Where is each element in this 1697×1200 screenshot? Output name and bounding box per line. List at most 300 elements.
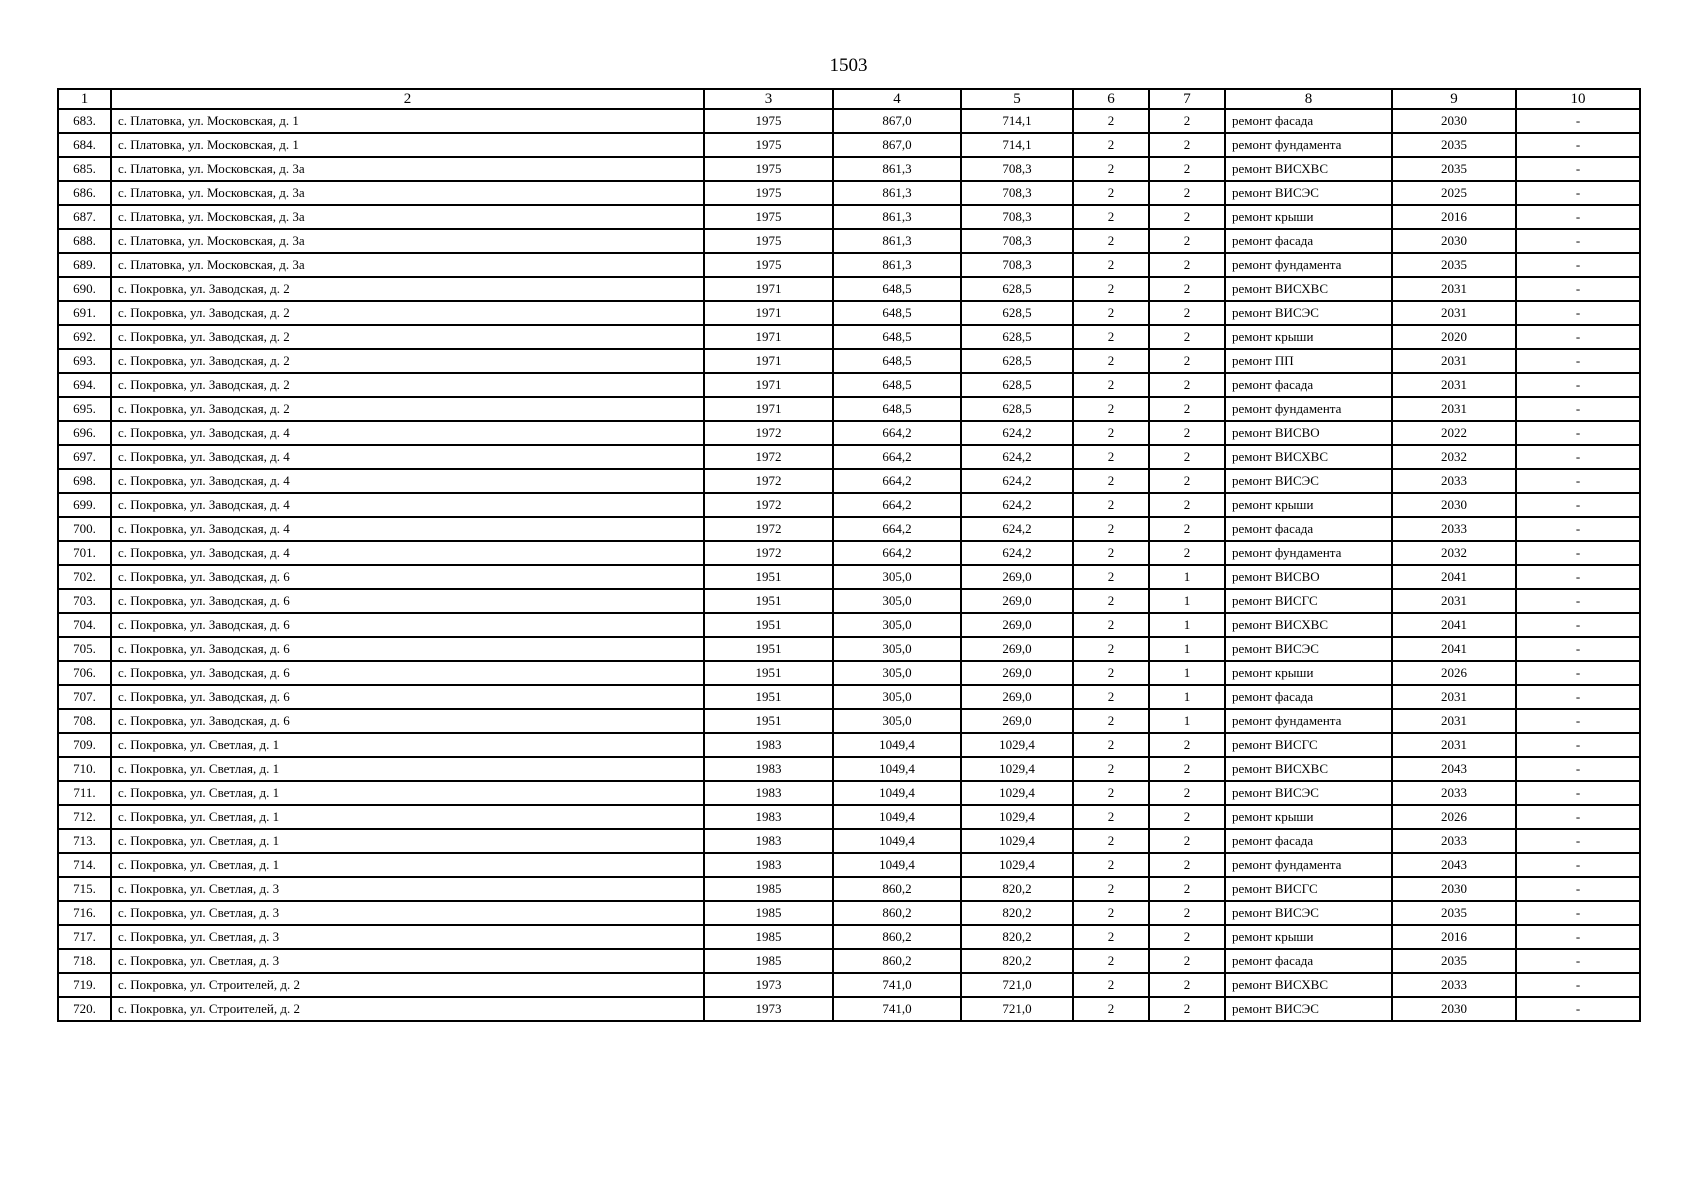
work-type-cell: ремонт крыши — [1225, 325, 1392, 349]
work-type-cell: ремонт ВИСГС — [1225, 733, 1392, 757]
address-cell: с. Покровка, ул. Заводская, д. 6 — [111, 685, 704, 709]
total-area-cell: 867,0 — [833, 133, 961, 157]
address-cell: с. Платовка, ул. Московская, д. 1 — [111, 133, 704, 157]
planned-year-cell: 2031 — [1392, 373, 1516, 397]
note-cell: - — [1516, 373, 1640, 397]
living-area-cell: 628,5 — [961, 325, 1073, 349]
work-type-cell: ремонт ВИСЭС — [1225, 301, 1392, 325]
row-number-cell: 709. — [58, 733, 111, 757]
work-type-cell: ремонт ВИСХВС — [1225, 157, 1392, 181]
work-type-cell: ремонт ВИСЭС — [1225, 781, 1392, 805]
work-type-cell: ремонт ВИСГС — [1225, 877, 1392, 901]
living-area-cell: 1029,4 — [961, 805, 1073, 829]
floors-cell: 2 — [1073, 997, 1149, 1021]
floors-cell: 2 — [1073, 181, 1149, 205]
year-built-cell: 1951 — [704, 661, 833, 685]
entrances-cell: 2 — [1149, 445, 1225, 469]
address-cell: с. Покровка, ул. Заводская, д. 4 — [111, 541, 704, 565]
planned-year-cell: 2043 — [1392, 853, 1516, 877]
address-cell: с. Покровка, ул. Светлая, д. 1 — [111, 733, 704, 757]
row-number-cell: 710. — [58, 757, 111, 781]
address-cell: с. Покровка, ул. Заводская, д. 4 — [111, 421, 704, 445]
entrances-cell: 2 — [1149, 493, 1225, 517]
address-cell: с. Покровка, ул. Заводская, д. 6 — [111, 661, 704, 685]
planned-year-cell: 2030 — [1392, 109, 1516, 133]
total-area-cell: 860,2 — [833, 949, 961, 973]
planned-year-cell: 2030 — [1392, 493, 1516, 517]
row-number-cell: 713. — [58, 829, 111, 853]
table-row — [58, 277, 1640, 301]
living-area-cell: 708,3 — [961, 205, 1073, 229]
note-cell: - — [1516, 853, 1640, 877]
year-built-cell: 1951 — [704, 685, 833, 709]
address-cell: с. Покровка, ул. Заводская, д. 6 — [111, 709, 704, 733]
note-cell: - — [1516, 901, 1640, 925]
total-area-cell: 861,3 — [833, 253, 961, 277]
year-built-cell: 1971 — [704, 277, 833, 301]
planned-year-cell: 2026 — [1392, 661, 1516, 685]
year-built-cell: 1951 — [704, 709, 833, 733]
column-header: 5 — [961, 89, 1073, 109]
table-row — [58, 541, 1640, 565]
total-area-cell: 860,2 — [833, 901, 961, 925]
note-cell: - — [1516, 997, 1640, 1021]
entrances-cell: 2 — [1149, 301, 1225, 325]
floors-cell: 2 — [1073, 733, 1149, 757]
floors-cell: 2 — [1073, 949, 1149, 973]
note-cell: - — [1516, 469, 1640, 493]
year-built-cell: 1971 — [704, 325, 833, 349]
floors-cell: 2 — [1073, 877, 1149, 901]
row-number-cell: 696. — [58, 421, 111, 445]
work-type-cell: ремонт фасада — [1225, 829, 1392, 853]
work-type-cell: ремонт ВИСЭС — [1225, 901, 1392, 925]
row-number-cell: 711. — [58, 781, 111, 805]
total-area-cell: 664,2 — [833, 517, 961, 541]
row-number-cell: 720. — [58, 997, 111, 1021]
planned-year-cell: 2031 — [1392, 277, 1516, 301]
note-cell: - — [1516, 349, 1640, 373]
planned-year-cell: 2035 — [1392, 901, 1516, 925]
floors-cell: 2 — [1073, 637, 1149, 661]
row-number-cell: 701. — [58, 541, 111, 565]
note-cell: - — [1516, 877, 1640, 901]
total-area-cell: 648,5 — [833, 277, 961, 301]
planned-year-cell: 2016 — [1392, 205, 1516, 229]
year-built-cell: 1972 — [704, 541, 833, 565]
year-built-cell: 1975 — [704, 133, 833, 157]
entrances-cell: 2 — [1149, 133, 1225, 157]
entrances-cell: 2 — [1149, 949, 1225, 973]
planned-year-cell: 2031 — [1392, 685, 1516, 709]
address-cell: с. Покровка, ул. Заводская, д. 2 — [111, 301, 704, 325]
living-area-cell: 721,0 — [961, 997, 1073, 1021]
row-number-cell: 712. — [58, 805, 111, 829]
floors-cell: 2 — [1073, 613, 1149, 637]
total-area-cell: 305,0 — [833, 685, 961, 709]
address-cell: с. Покровка, ул. Заводская, д. 2 — [111, 325, 704, 349]
note-cell: - — [1516, 493, 1640, 517]
planned-year-cell: 2031 — [1392, 301, 1516, 325]
entrances-cell: 2 — [1149, 325, 1225, 349]
work-type-cell: ремонт ВИСХВС — [1225, 613, 1392, 637]
work-type-cell: ремонт крыши — [1225, 661, 1392, 685]
column-header: 7 — [1149, 89, 1225, 109]
table-row — [58, 421, 1640, 445]
entrances-cell: 2 — [1149, 757, 1225, 781]
floors-cell: 2 — [1073, 253, 1149, 277]
total-area-cell: 741,0 — [833, 997, 961, 1021]
work-type-cell: ремонт фундамента — [1225, 253, 1392, 277]
total-area-cell: 1049,4 — [833, 805, 961, 829]
floors-cell: 2 — [1073, 397, 1149, 421]
living-area-cell: 628,5 — [961, 397, 1073, 421]
work-type-cell: ремонт ПП — [1225, 349, 1392, 373]
address-cell: с. Покровка, ул. Светлая, д. 3 — [111, 901, 704, 925]
table-row — [58, 997, 1640, 1021]
year-built-cell: 1975 — [704, 157, 833, 181]
note-cell: - — [1516, 133, 1640, 157]
floors-cell: 2 — [1073, 229, 1149, 253]
floors-cell: 2 — [1073, 325, 1149, 349]
work-type-cell: ремонт ВИСГС — [1225, 589, 1392, 613]
row-number-cell: 706. — [58, 661, 111, 685]
year-built-cell: 1983 — [704, 781, 833, 805]
work-type-cell: ремонт крыши — [1225, 493, 1392, 517]
row-number-cell: 692. — [58, 325, 111, 349]
row-number-cell: 690. — [58, 277, 111, 301]
year-built-cell: 1972 — [704, 421, 833, 445]
work-type-cell: ремонт ВИСЭС — [1225, 181, 1392, 205]
column-header: 2 — [111, 89, 704, 109]
address-cell: с. Покровка, ул. Светлая, д. 3 — [111, 877, 704, 901]
table-row — [58, 925, 1640, 949]
entrances-cell: 2 — [1149, 397, 1225, 421]
work-type-cell: ремонт фасада — [1225, 373, 1392, 397]
entrances-cell: 2 — [1149, 877, 1225, 901]
planned-year-cell: 2030 — [1392, 877, 1516, 901]
living-area-cell: 1029,4 — [961, 733, 1073, 757]
entrances-cell: 2 — [1149, 157, 1225, 181]
planned-year-cell: 2041 — [1392, 613, 1516, 637]
table-row — [58, 229, 1640, 253]
note-cell: - — [1516, 829, 1640, 853]
table-row — [58, 205, 1640, 229]
floors-cell: 2 — [1073, 133, 1149, 157]
work-type-cell: ремонт ВИСЭС — [1225, 637, 1392, 661]
living-area-cell: 624,2 — [961, 445, 1073, 469]
note-cell: - — [1516, 637, 1640, 661]
planned-year-cell: 2030 — [1392, 229, 1516, 253]
year-built-cell: 1971 — [704, 373, 833, 397]
total-area-cell: 860,2 — [833, 925, 961, 949]
table-row — [58, 253, 1640, 277]
total-area-cell: 741,0 — [833, 973, 961, 997]
floors-cell: 2 — [1073, 757, 1149, 781]
note-cell: - — [1516, 949, 1640, 973]
entrances-cell: 2 — [1149, 973, 1225, 997]
year-built-cell: 1973 — [704, 973, 833, 997]
work-type-cell: ремонт фундамента — [1225, 709, 1392, 733]
year-built-cell: 1975 — [704, 109, 833, 133]
living-area-cell: 624,2 — [961, 493, 1073, 517]
living-area-cell: 628,5 — [961, 301, 1073, 325]
note-cell: - — [1516, 397, 1640, 421]
entrances-cell: 2 — [1149, 853, 1225, 877]
entrances-cell: 2 — [1149, 253, 1225, 277]
total-area-cell: 861,3 — [833, 157, 961, 181]
column-header: 6 — [1073, 89, 1149, 109]
address-cell: с. Покровка, ул. Заводская, д. 4 — [111, 517, 704, 541]
planned-year-cell: 2022 — [1392, 421, 1516, 445]
total-area-cell: 1049,4 — [833, 781, 961, 805]
entrances-cell: 1 — [1149, 661, 1225, 685]
living-area-cell: 708,3 — [961, 253, 1073, 277]
entrances-cell: 2 — [1149, 373, 1225, 397]
living-area-cell: 820,2 — [961, 925, 1073, 949]
entrances-cell: 2 — [1149, 109, 1225, 133]
table-row — [58, 805, 1640, 829]
row-number-cell: 714. — [58, 853, 111, 877]
entrances-cell: 2 — [1149, 469, 1225, 493]
work-type-cell: ремонт ВИСХВС — [1225, 277, 1392, 301]
note-cell: - — [1516, 109, 1640, 133]
row-number-cell: 691. — [58, 301, 111, 325]
note-cell: - — [1516, 277, 1640, 301]
entrances-cell: 2 — [1149, 805, 1225, 829]
table-row — [58, 589, 1640, 613]
table-row — [58, 949, 1640, 973]
row-number-cell: 704. — [58, 613, 111, 637]
total-area-cell: 648,5 — [833, 325, 961, 349]
floors-cell: 2 — [1073, 157, 1149, 181]
table-row — [58, 325, 1640, 349]
planned-year-cell: 2033 — [1392, 469, 1516, 493]
floors-cell: 2 — [1073, 373, 1149, 397]
note-cell: - — [1516, 757, 1640, 781]
table-row — [58, 733, 1640, 757]
total-area-cell: 664,2 — [833, 445, 961, 469]
total-area-cell: 305,0 — [833, 661, 961, 685]
work-type-cell: ремонт ВИСХВС — [1225, 973, 1392, 997]
address-cell: с. Платовка, ул. Московская, д. 1 — [111, 109, 704, 133]
work-type-cell: ремонт фундамента — [1225, 133, 1392, 157]
entrances-cell: 2 — [1149, 517, 1225, 541]
total-area-cell: 648,5 — [833, 301, 961, 325]
year-built-cell: 1971 — [704, 397, 833, 421]
table-row — [58, 349, 1640, 373]
header-row — [58, 89, 1640, 109]
year-built-cell: 1975 — [704, 253, 833, 277]
table-row — [58, 781, 1640, 805]
row-number-cell: 707. — [58, 685, 111, 709]
row-number-cell: 702. — [58, 565, 111, 589]
table-row — [58, 469, 1640, 493]
living-area-cell: 269,0 — [961, 565, 1073, 589]
work-type-cell: ремонт фасада — [1225, 949, 1392, 973]
year-built-cell: 1985 — [704, 949, 833, 973]
floors-cell: 2 — [1073, 445, 1149, 469]
floors-cell: 2 — [1073, 421, 1149, 445]
address-cell: с. Покровка, ул. Светлая, д. 1 — [111, 829, 704, 853]
planned-year-cell: 2016 — [1392, 925, 1516, 949]
year-built-cell: 1951 — [704, 565, 833, 589]
year-built-cell: 1985 — [704, 877, 833, 901]
planned-year-cell: 2033 — [1392, 781, 1516, 805]
living-area-cell: 628,5 — [961, 373, 1073, 397]
floors-cell: 2 — [1073, 277, 1149, 301]
planned-year-cell: 2031 — [1392, 733, 1516, 757]
living-area-cell: 1029,4 — [961, 829, 1073, 853]
year-built-cell: 1983 — [704, 853, 833, 877]
address-cell: с. Покровка, ул. Строителей, д. 2 — [111, 973, 704, 997]
year-built-cell: 1975 — [704, 181, 833, 205]
living-area-cell: 269,0 — [961, 589, 1073, 613]
planned-year-cell: 2033 — [1392, 829, 1516, 853]
living-area-cell: 721,0 — [961, 973, 1073, 997]
address-cell: с. Покровка, ул. Заводская, д. 6 — [111, 589, 704, 613]
table-row — [58, 517, 1640, 541]
note-cell: - — [1516, 733, 1640, 757]
row-number-cell: 705. — [58, 637, 111, 661]
planned-year-cell: 2035 — [1392, 157, 1516, 181]
planned-year-cell: 2020 — [1392, 325, 1516, 349]
year-built-cell: 1975 — [704, 229, 833, 253]
work-type-cell: ремонт ВИСВО — [1225, 421, 1392, 445]
floors-cell: 2 — [1073, 541, 1149, 565]
entrances-cell: 2 — [1149, 205, 1225, 229]
table-row — [58, 685, 1640, 709]
row-number-cell: 703. — [58, 589, 111, 613]
planned-year-cell: 2031 — [1392, 349, 1516, 373]
table-row — [58, 661, 1640, 685]
floors-cell: 2 — [1073, 589, 1149, 613]
work-type-cell: ремонт фасада — [1225, 229, 1392, 253]
building-repair-table — [57, 88, 1641, 1022]
year-built-cell: 1972 — [704, 469, 833, 493]
note-cell: - — [1516, 205, 1640, 229]
address-cell: с. Платовка, ул. Московская, д. 3а — [111, 181, 704, 205]
row-number-cell: 694. — [58, 373, 111, 397]
living-area-cell: 1029,4 — [961, 853, 1073, 877]
table-row — [58, 445, 1640, 469]
floors-cell: 2 — [1073, 109, 1149, 133]
address-cell: с. Покровка, ул. Заводская, д. 2 — [111, 349, 704, 373]
address-cell: с. Покровка, ул. Светлая, д. 1 — [111, 757, 704, 781]
column-header: 3 — [704, 89, 833, 109]
address-cell: с. Покровка, ул. Заводская, д. 6 — [111, 565, 704, 589]
year-built-cell: 1951 — [704, 637, 833, 661]
page-number: 1503 — [829, 55, 868, 76]
column-header: 9 — [1392, 89, 1516, 109]
total-area-cell: 305,0 — [833, 589, 961, 613]
year-built-cell: 1972 — [704, 517, 833, 541]
row-number-cell: 686. — [58, 181, 111, 205]
note-cell: - — [1516, 781, 1640, 805]
entrances-cell: 1 — [1149, 709, 1225, 733]
row-number-cell: 708. — [58, 709, 111, 733]
planned-year-cell: 2033 — [1392, 517, 1516, 541]
note-cell: - — [1516, 805, 1640, 829]
work-type-cell: ремонт крыши — [1225, 805, 1392, 829]
year-built-cell: 1951 — [704, 589, 833, 613]
total-area-cell: 305,0 — [833, 709, 961, 733]
entrances-cell: 2 — [1149, 781, 1225, 805]
planned-year-cell: 2035 — [1392, 949, 1516, 973]
work-type-cell: ремонт фундамента — [1225, 853, 1392, 877]
row-number-cell: 695. — [58, 397, 111, 421]
entrances-cell: 2 — [1149, 349, 1225, 373]
column-header: 4 — [833, 89, 961, 109]
work-type-cell: ремонт ВИСЭС — [1225, 997, 1392, 1021]
floors-cell: 2 — [1073, 781, 1149, 805]
row-number-cell: 693. — [58, 349, 111, 373]
row-number-cell: 688. — [58, 229, 111, 253]
living-area-cell: 624,2 — [961, 421, 1073, 445]
table-row — [58, 109, 1640, 133]
table-row — [58, 565, 1640, 589]
living-area-cell: 624,2 — [961, 469, 1073, 493]
column-header: 10 — [1516, 89, 1640, 109]
address-cell: с. Покровка, ул. Заводская, д. 4 — [111, 493, 704, 517]
table-body — [58, 109, 1640, 1021]
table-row — [58, 853, 1640, 877]
living-area-cell: 1029,4 — [961, 781, 1073, 805]
table-row — [58, 373, 1640, 397]
floors-cell: 2 — [1073, 973, 1149, 997]
year-built-cell: 1985 — [704, 901, 833, 925]
work-type-cell: ремонт ВИСВО — [1225, 565, 1392, 589]
table-row — [58, 397, 1640, 421]
row-number-cell: 697. — [58, 445, 111, 469]
living-area-cell: 269,0 — [961, 661, 1073, 685]
entrances-cell: 2 — [1149, 925, 1225, 949]
total-area-cell: 664,2 — [833, 541, 961, 565]
table-row — [58, 757, 1640, 781]
year-built-cell: 1983 — [704, 733, 833, 757]
note-cell: - — [1516, 325, 1640, 349]
address-cell: с. Покровка, ул. Заводская, д. 4 — [111, 469, 704, 493]
work-type-cell: ремонт ВИСЭС — [1225, 469, 1392, 493]
living-area-cell: 269,0 — [961, 613, 1073, 637]
total-area-cell: 648,5 — [833, 397, 961, 421]
entrances-cell: 2 — [1149, 829, 1225, 853]
table-row — [58, 877, 1640, 901]
planned-year-cell: 2031 — [1392, 397, 1516, 421]
address-cell: с. Покровка, ул. Заводская, д. 2 — [111, 277, 704, 301]
row-number-cell: 698. — [58, 469, 111, 493]
total-area-cell: 1049,4 — [833, 733, 961, 757]
living-area-cell: 628,5 — [961, 349, 1073, 373]
total-area-cell: 861,3 — [833, 181, 961, 205]
row-number-cell: 684. — [58, 133, 111, 157]
note-cell: - — [1516, 421, 1640, 445]
row-number-cell: 718. — [58, 949, 111, 973]
work-type-cell: ремонт фундамента — [1225, 541, 1392, 565]
note-cell: - — [1516, 925, 1640, 949]
year-built-cell: 1975 — [704, 205, 833, 229]
floors-cell: 2 — [1073, 685, 1149, 709]
note-cell: - — [1516, 541, 1640, 565]
note-cell: - — [1516, 157, 1640, 181]
total-area-cell: 867,0 — [833, 109, 961, 133]
total-area-cell: 664,2 — [833, 469, 961, 493]
table-row — [58, 613, 1640, 637]
entrances-cell: 2 — [1149, 421, 1225, 445]
row-number-cell: 715. — [58, 877, 111, 901]
floors-cell: 2 — [1073, 565, 1149, 589]
floors-cell: 2 — [1073, 349, 1149, 373]
